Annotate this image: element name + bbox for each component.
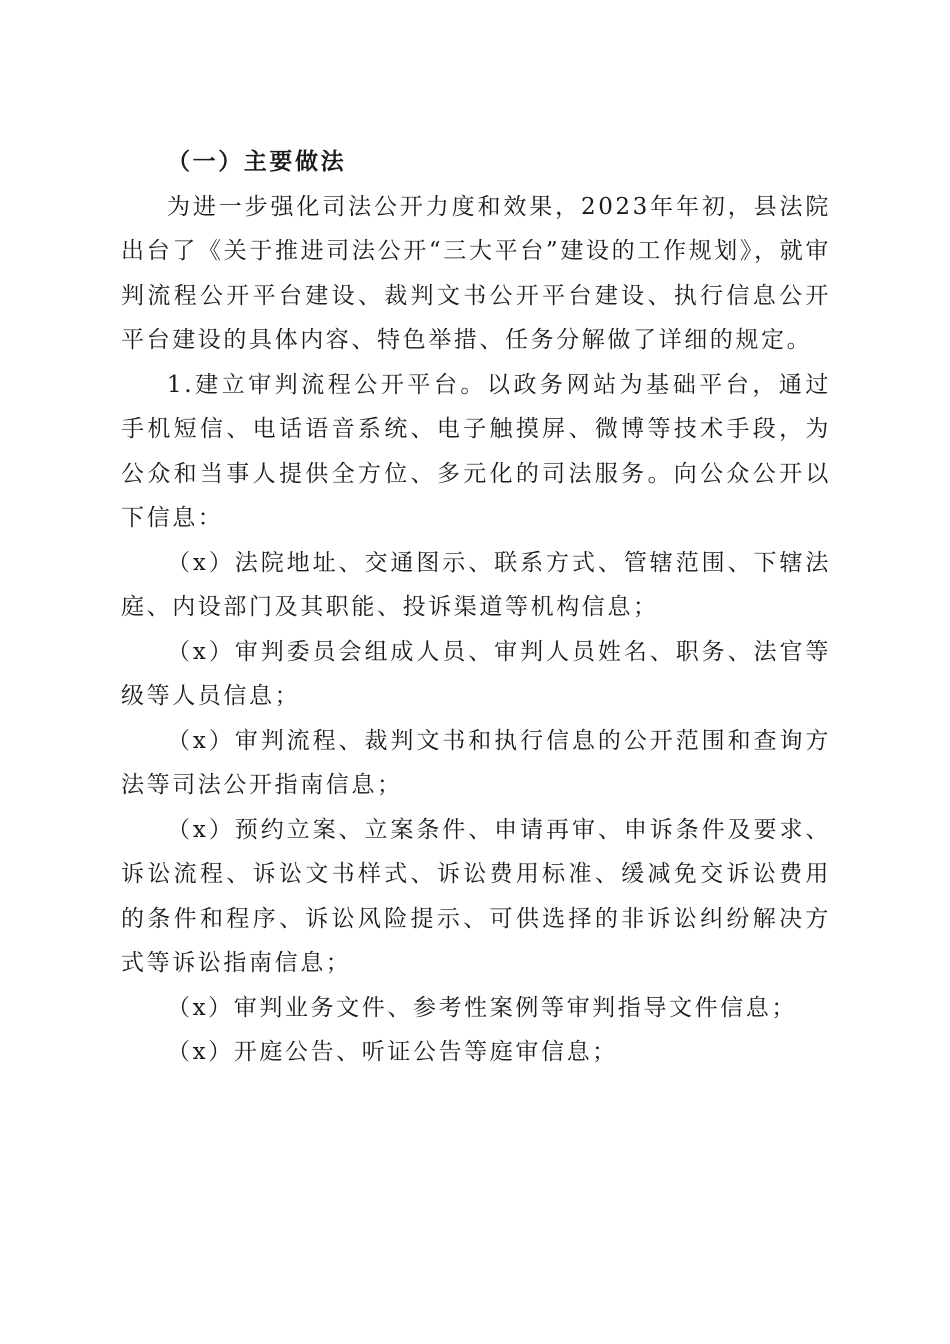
section-heading: （一）主要做法 <box>167 148 347 175</box>
item-1-paragraph: 1.建立审判流程公开平台。以政务网站为基础平台，通过手机短信、电话语音系统、电子触摸屏、微博等技术手段，为公众和当事人提供全方位、多元化的司法服务。向公众公开以下信息： <box>121 371 831 531</box>
sub-item-trial-guidance: （x）审判业务文件、参考性案例等审判指导文件信息； <box>167 994 797 1021</box>
sub-item-hearing-info: （x）开庭公告、听证公告等庭审信息； <box>167 1039 618 1065</box>
sub-item-disclosure-guide: （x）审判流程、裁判文书和执行信息的公开范围和查询方法等司法公开指南信息； <box>121 727 831 798</box>
document-body <box>121 140 831 1075</box>
sub-item-personnel-info: （x）审判委员会组成人员、审判人员姓名、职务、法官等级等人员信息； <box>121 638 831 709</box>
sub-item-litigation-guide: （x）预约立案、立案条件、申请再审、申诉条件及要求、诉讼流程、诉讼文书样式、诉讼费用标准、缓减免交诉讼费用的条件和程序、诉讼风险提示、可供选择的非诉讼纠纷解决方式等诉讼指南信息； <box>121 816 831 976</box>
sub-item-institution-info: （x）法院地址、交通图示、联系方式、管辖范围、下辖法庭、内设部门及其职能、投诉渠道等机构信息； <box>121 549 831 620</box>
intro-paragraph: 为进一步强化司法公开力度和效果，2023年年初，县法院出台了《关于推进司法公开“三大平台”建设的工作规划》，就审判流程公开平台建设、裁判文书公开平台建设、执行信息公开平台建设的具体内容、特色举措、任务分解做了详细的规定。 <box>121 193 831 353</box>
